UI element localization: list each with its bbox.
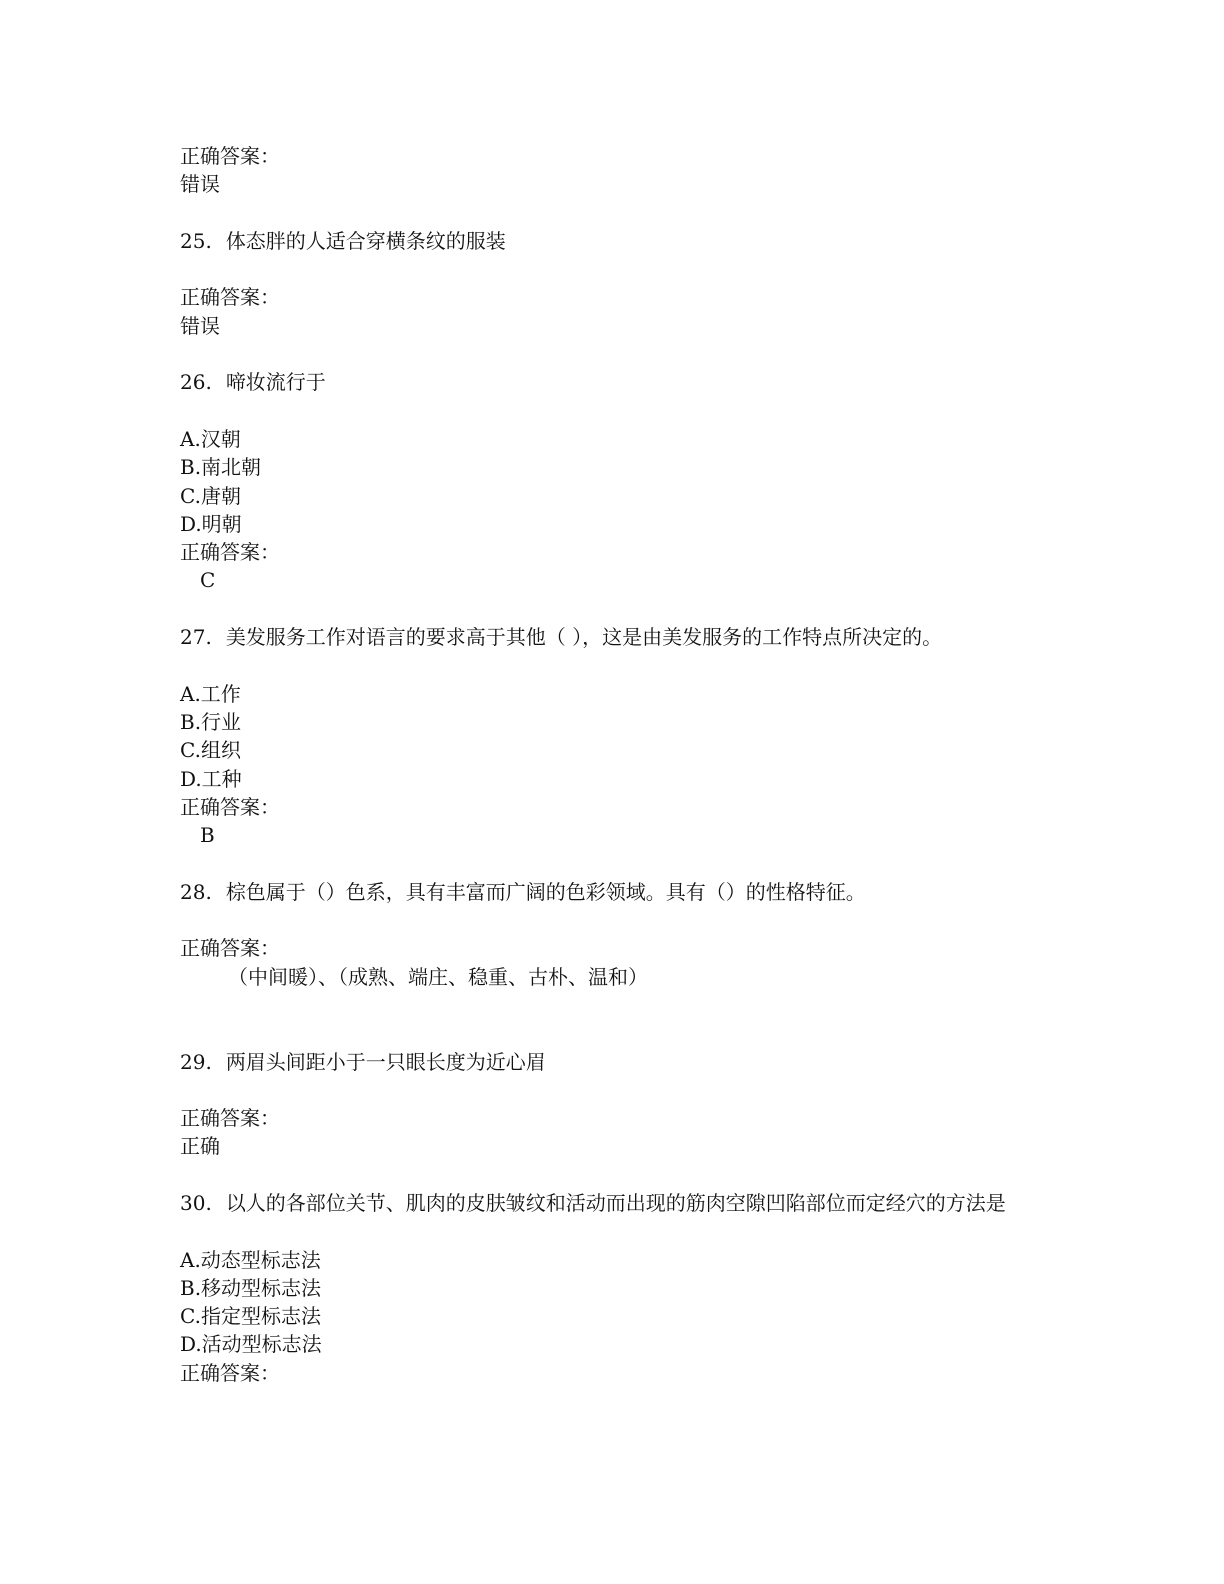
answer-label: 正确答案： [180, 794, 280, 819]
question-text: 以人的各部位关节、肌肉的皮肤皱纹和活动而出现的筋肉空隙凹陷部位而定经穴的方法是 [225, 1190, 1006, 1215]
answer-label: 正确答案： [180, 285, 280, 310]
answer-label: 正确答案： [180, 144, 280, 168]
option-d: D.工种 [180, 766, 242, 791]
answer-value: 正确 [180, 1134, 220, 1159]
question-text: 两眉头间距小于一只眼长度为近心眉 [225, 1049, 546, 1074]
question-number: 29. [180, 1049, 212, 1074]
answer-value: C [200, 568, 216, 593]
option-d: D.明朝 [180, 511, 242, 536]
answer-value: B [200, 823, 215, 848]
question-28 [180, 878, 1060, 906]
question-text: 啼妆流行于 [225, 370, 326, 395]
answer-label: 正确答案： [180, 936, 280, 961]
answer-label: 正确答案： [180, 540, 280, 565]
answer-label: 正确答案： [180, 1106, 280, 1131]
question-text: 棕色属于（）色系，具有丰富而广阔的色彩领域。具有（）的性格特征。 [225, 879, 866, 904]
question-number: 27. [180, 625, 212, 650]
option-a: A.动态型标志法 [180, 1247, 321, 1272]
question-25 [180, 227, 1060, 255]
answer-value: （中间暖）、（成熟、端庄、稳重、古朴、温和） [228, 964, 648, 989]
option-c: C.指定型标志法 [180, 1304, 321, 1329]
option-b: B.行业 [180, 709, 242, 734]
question-29 [180, 1048, 1060, 1076]
question-text: 体态胖的人适合穿横条纹的服装 [225, 228, 506, 253]
question-27 [180, 623, 1060, 651]
option-a: A.汉朝 [180, 426, 241, 451]
document-page [180, 142, 1060, 1387]
option-a: A.工作 [180, 681, 241, 706]
answer-label: 正确答案： [180, 1360, 280, 1385]
question-number: 30. [180, 1190, 212, 1215]
answer-value: 错误 [180, 313, 220, 338]
option-c: C.唐朝 [180, 483, 241, 508]
question-text: 美发服务工作对语言的要求高于其他（ ），这是由美发服务的工作特点所决定的。 [225, 625, 943, 650]
question-26 [180, 368, 1060, 396]
option-b: B.南北朝 [180, 455, 262, 480]
option-c: C.组织 [180, 738, 241, 763]
question-number: 26. [180, 370, 212, 395]
question-30 [180, 1189, 1060, 1217]
option-d: D.活动型标志法 [180, 1332, 322, 1357]
question-number: 28. [180, 879, 212, 904]
option-b: B.移动型标志法 [180, 1275, 322, 1300]
question-number: 25. [180, 228, 212, 253]
answer-value: 错误 [180, 172, 220, 197]
